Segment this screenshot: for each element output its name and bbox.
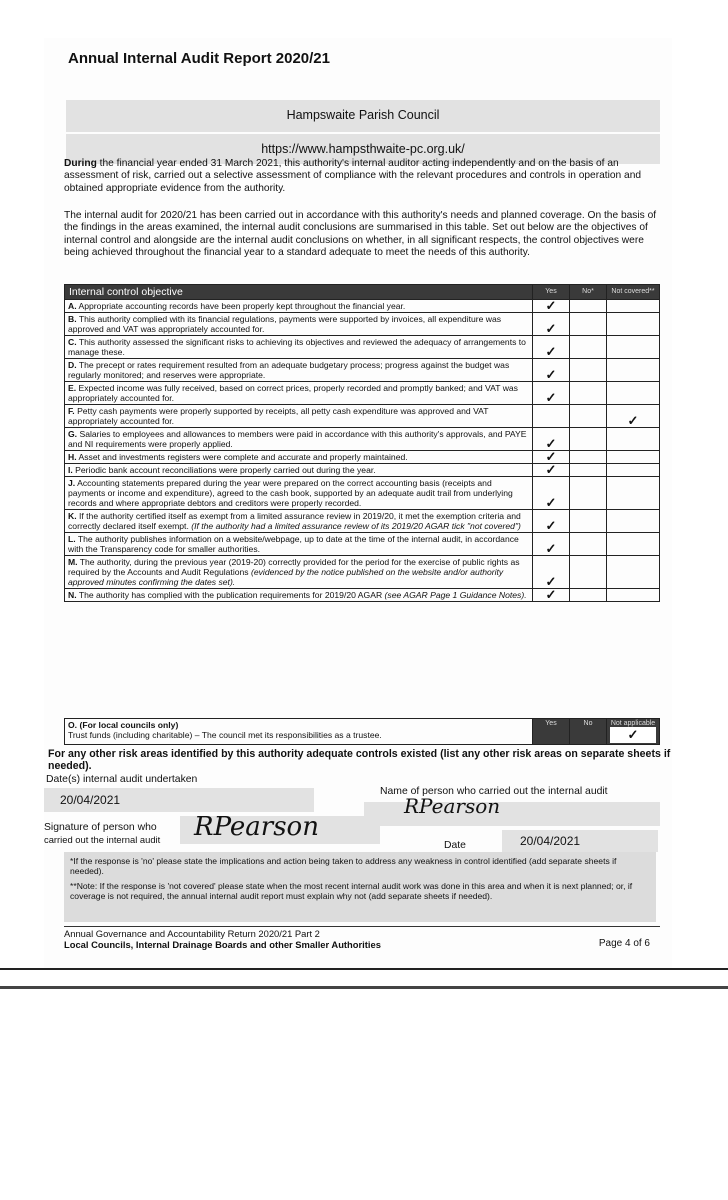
intro-p1-text: the financial year ended 31 March 2021, this authority's internal auditor acting independently and on the basis of an assessment of risk, carried out a selective assessment of compliance with the relevant procedures and controls in operation and obtained appropriate evidence from the authority. xyxy=(64,158,642,194)
o-col-na-label: Not applicable xyxy=(610,720,656,727)
intro-lead: During xyxy=(64,158,97,169)
intro-paragraph-2: The internal audit for 2020/21 has been carried out in accordance with this authority's needs and planned coverage. On the basis of the findings in the areas examined, the internal audit conclusions are summarised in this table. Set out below are the objectives of internal control and alongside are the internal audit conclusions on whether, in all significant respects, the control objectives were being achieved throughout the financial year to a standard adequate to meet the needs of this authority. xyxy=(64,210,657,259)
col-yes-cell: ✓ xyxy=(533,556,570,589)
col-no-cell xyxy=(570,313,607,336)
objective-note: (If the authority had a limited assurance review of its 2019/20 AGAR tick "not covered") xyxy=(188,521,521,531)
objective-cell xyxy=(65,336,533,359)
col-no-cell xyxy=(570,464,607,477)
dates-value: 20/04/2021 xyxy=(60,793,121,807)
trust-funds-cell xyxy=(65,719,533,745)
other-risk-statement: For any other risk areas identified by this authority adequate controls existed (list any other risk areas on separate sheets if needed). xyxy=(48,748,671,772)
objective-letter: D. xyxy=(68,360,77,370)
objective-note: (see AGAR Page 1 Guidance Notes). xyxy=(382,590,527,600)
objective-cell xyxy=(65,313,533,336)
page-number: Page 4 of 6 xyxy=(598,938,650,949)
col-not-covered-cell xyxy=(607,477,660,510)
col-no-cell xyxy=(570,405,607,428)
col-yes-cell: ✓ xyxy=(533,336,570,359)
table-row xyxy=(65,382,660,405)
col-not-covered-cell xyxy=(607,359,660,382)
audit-report-page xyxy=(44,38,672,968)
objective-cell xyxy=(65,405,533,428)
table-row xyxy=(65,477,660,510)
table-row xyxy=(65,464,660,477)
col-yes-cell: ✓ xyxy=(533,451,570,464)
signature-label-line-2: carried out the internal audit xyxy=(44,834,161,845)
authority-name: Hampswaite Parish Council xyxy=(66,100,660,132)
objective-cell xyxy=(65,533,533,556)
objective-text: Appropriate accounting records have been properly kept throughout the financial year. xyxy=(78,301,406,311)
objective-text: The authority publishes information on a website/webpage, up to date at the time of the internal audit, in accordance with the Transparency code for smaller authorities. xyxy=(68,534,519,554)
notes-box xyxy=(64,852,656,922)
footer-rule xyxy=(64,926,660,927)
col-no-cell xyxy=(570,556,607,589)
col-yes-header: Yes xyxy=(533,285,570,300)
col-not-covered-cell xyxy=(607,589,660,602)
objective-text: The precept or rates requirement resulted from an adequate budgetary process; progress against the budget was regularly monitored; and reserves were appropriate. xyxy=(68,360,510,380)
objective-cell xyxy=(65,428,533,451)
internal-control-table xyxy=(64,284,660,602)
col-yes-cell xyxy=(533,405,570,428)
objective-text: If the authority certified itself as exempt from a limited assurance review in 2019/20, it met the exemption criteria and correctly declared itself exempt. xyxy=(68,511,521,531)
col-not-covered-cell: ✓ xyxy=(607,405,660,428)
col-not-covered-cell xyxy=(607,382,660,405)
col-yes-cell: ✓ xyxy=(533,359,570,382)
col-yes-cell: ✓ xyxy=(533,533,570,556)
table-row xyxy=(65,405,660,428)
objective-text: Asset and investments registers were complete and accurate and properly maintained. xyxy=(78,452,408,462)
col-no-cell xyxy=(570,336,607,359)
objective-letter: G. xyxy=(68,429,78,439)
col-no-cell xyxy=(570,382,607,405)
col-yes-cell: ✓ xyxy=(533,464,570,477)
table-row xyxy=(65,510,660,533)
signature-label-line-1: Signature of person who xyxy=(44,822,157,833)
check-mark-icon: ✓ xyxy=(610,727,656,743)
objective-cell xyxy=(65,556,533,589)
table-row xyxy=(65,359,660,382)
objective-text: Accounting statements prepared during the year were prepared on the correct accounting basis (receipts and payments or income and expenditure), agreed to the cash book, supported by an adequate audit trail from underlying records and where appropriate debtors and creditors were properly recorded. xyxy=(68,478,513,508)
section-o-text: Trust funds (including charitable) – The council met its responsibilities as a trustee. xyxy=(68,730,382,740)
trust-funds-table xyxy=(64,718,660,745)
col-no-cell xyxy=(570,533,607,556)
objective-cell xyxy=(65,451,533,464)
objective-text: Expected income was fully received, based on correct prices, properly recorded and promptly banked; and VAT was appropriately accounted for. xyxy=(68,383,518,403)
objective-letter: K. xyxy=(68,511,77,521)
col-not-covered-cell xyxy=(607,556,660,589)
col-yes-cell: ✓ xyxy=(533,510,570,533)
o-col-yes: Yes xyxy=(533,719,570,745)
col-no-cell xyxy=(570,451,607,464)
objective-cell xyxy=(65,477,533,510)
auditor-name-signature: RPearson xyxy=(404,794,501,818)
col-not-covered-cell xyxy=(607,336,660,359)
objective-cell xyxy=(65,589,533,602)
col-yes-cell: ✓ xyxy=(533,313,570,336)
footer-text xyxy=(64,928,381,950)
objective-text: Periodic bank account reconciliations were properly carried out during the year. xyxy=(75,465,376,475)
o-col-na xyxy=(607,719,660,745)
col-no-header: No* xyxy=(570,285,607,300)
note-not-covered: **Note: If the response is 'not covered' please state when the most recent internal audit work was done in this area and when it is next planned; or, if coverage is not required, the annual internal audit report must explain why not (add separate sheets if needed). xyxy=(70,880,633,902)
objective-text: The authority, during the previous year (2019-20) correctly provided for the period for the exercise of public rights as required by the Accounts and Audit Regulations xyxy=(68,557,520,577)
dates-label: Date(s) internal audit undertaken xyxy=(46,774,198,785)
col-no-cell xyxy=(570,477,607,510)
col-yes-cell: ✓ xyxy=(533,589,570,602)
objective-letter: A. xyxy=(68,301,77,311)
objective-cell xyxy=(65,359,533,382)
col-not-covered-cell xyxy=(607,313,660,336)
col-not-covered-cell xyxy=(607,533,660,556)
objective-letter: E. xyxy=(68,383,77,393)
col-not-covered-header: Not covered** xyxy=(607,285,660,300)
table-row xyxy=(65,589,660,602)
date-value: 20/04/2021 xyxy=(520,834,581,848)
objective-cell xyxy=(65,510,533,533)
authority-url: https://www.hampsthwaite-pc.org.uk/ xyxy=(66,134,660,164)
table-row xyxy=(65,336,660,359)
footer-line-2: Local Councils, Internal Drainage Boards and other Smaller Authorities xyxy=(64,939,381,950)
table-header: Internal control objective xyxy=(65,285,533,300)
col-no-cell xyxy=(570,510,607,533)
intro-paragraph-1 xyxy=(64,158,662,195)
objective-text: This authority complied with its financial regulations, payments were supported by invoices, all expenditure was approved and VAT was appropriately accounted for. xyxy=(68,314,502,334)
objective-cell xyxy=(65,300,533,313)
date-label: Date xyxy=(444,840,466,851)
col-not-covered-cell xyxy=(607,451,660,464)
col-no-cell xyxy=(570,428,607,451)
objective-letter: N. xyxy=(68,590,77,600)
objective-letter: L. xyxy=(68,534,76,544)
objective-letter: C. xyxy=(68,337,77,347)
col-no-cell xyxy=(570,300,607,313)
objective-letter: H. xyxy=(68,452,77,462)
col-no-cell xyxy=(570,589,607,602)
table-row xyxy=(65,533,660,556)
objective-cell xyxy=(65,464,533,477)
col-not-covered-cell xyxy=(607,510,660,533)
objective-cell xyxy=(65,382,533,405)
o-col-no: No xyxy=(570,719,607,745)
table-row xyxy=(65,556,660,589)
table-row xyxy=(65,313,660,336)
objective-text: The authority has complied with the publication requirements for 2019/20 AGAR xyxy=(78,590,383,600)
col-yes-cell: ✓ xyxy=(533,300,570,313)
objective-text: This authority assessed the significant risks to achieving its objectives and reviewed the adequacy of arrangements to manage these. xyxy=(68,337,526,357)
table-row xyxy=(65,451,660,464)
col-no-cell xyxy=(570,359,607,382)
objective-note: (evidenced by the notice published on the website and/or authority approved minutes confirming the dates set). xyxy=(68,567,504,587)
objective-letter: M. xyxy=(68,557,78,567)
footer-line-1: Annual Governance and Accountability Return 2020/21 Part 2 xyxy=(64,928,320,939)
objective-text: Petty cash payments were properly supported by receipts, all petty cash expenditure was approved and VAT appropriately accounted for. xyxy=(68,406,489,426)
table-row xyxy=(65,300,660,313)
section-o-heading: O. (For local councils only) xyxy=(68,720,179,730)
col-yes-cell: ✓ xyxy=(533,428,570,451)
scan-edge-line-lower xyxy=(0,986,728,989)
signature-label xyxy=(44,822,160,846)
col-not-covered-cell xyxy=(607,300,660,313)
table-row xyxy=(65,428,660,451)
col-not-covered-cell xyxy=(607,464,660,477)
col-not-covered-cell xyxy=(607,428,660,451)
page-title: Annual Internal Audit Report 2020/21 xyxy=(68,50,330,67)
objective-letter: F. xyxy=(68,406,75,416)
objective-text: Salaries to employees and allowances to members were paid in accordance with this authority's approvals, and PAYE and NI requirements were properly applied. xyxy=(68,429,527,449)
objective-letter: B. xyxy=(68,314,77,324)
objective-letter: J. xyxy=(68,478,76,488)
col-yes-cell: ✓ xyxy=(533,382,570,405)
auditor-label: Name of person who carried out the internal audit xyxy=(380,786,608,797)
objective-letter: I. xyxy=(68,465,73,475)
col-yes-cell: ✓ xyxy=(533,477,570,510)
note-no: *If the response is 'no' please state the implications and action being taken to address any weakness in control identified (add separate sheets if needed). xyxy=(70,856,617,877)
signature-mark: RPearson xyxy=(194,812,319,842)
scan-edge-line xyxy=(0,968,728,970)
